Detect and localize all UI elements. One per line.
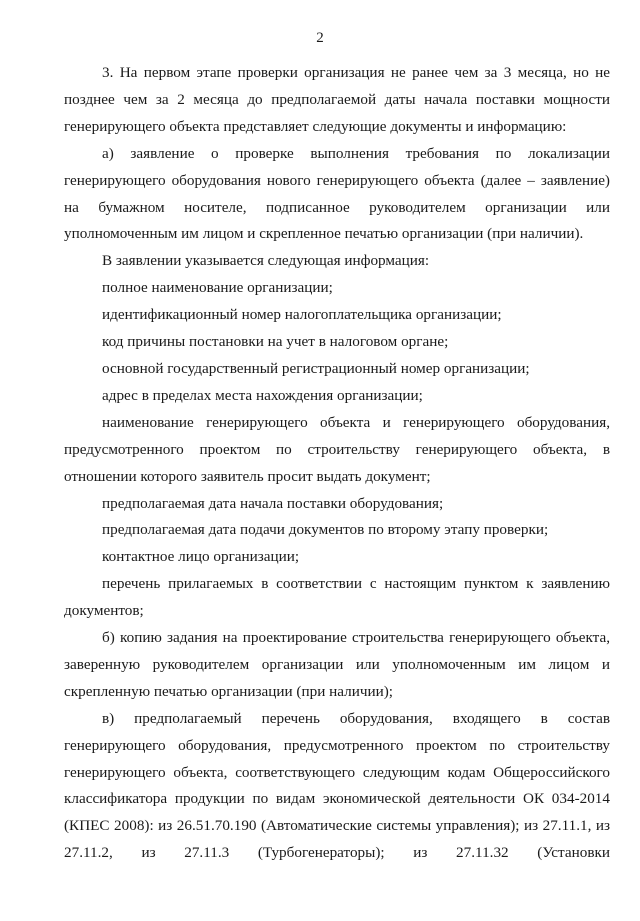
list-item-kpp: код причины постановки на учет в налоговом органе; [102,333,449,351]
document-body [64,60,610,867]
list-item-ogrn: основной государственный регистрационный номер организации; [102,359,530,377]
list-item-object-name: наименование генерирующего объекта и генерирующего оборудования, предусмотренного проектом по строительству генерирующего объекта, в отношении которого заявитель просит выдать документ; [64,413,610,485]
list-item-full-name: полное наименование организации; [102,279,333,297]
page-number: 2 [316,30,324,46]
paragraph-item-b: б) копию задания на проектирование строительства генерирующего объекта, заверенную руководителем организации или уполномоченным им лицом и скрепленную печатью организации (при наличии); [64,629,610,700]
list-item-contact: контактное лицо организации; [102,548,300,566]
list-item-supply-date: предполагаемая дата начала поставки оборудования; [102,494,444,512]
paragraph-item-v: в) предполагаемый перечень оборудования, входящего в состав генерирующего оборудования, предусмотренного проектом по строительству генерирующего объекта, соответствующего следующим кодам Общероссийского классификатора продукции по видам экономической деятельности ОК 034-2014 (КПЕС 2008): из 26.51.70.190 (Автоматические системы управления); из 27.11.1, из 27.11.2, из 27.11.3 (Турбогенераторы); из 27.11.32 (Установки [64,709,610,862]
paragraph-item-a: а) заявление о проверке выполнения требования по локализации генерирующего оборудования нового генерирующего объекта (далее – заявление) на бумажном носителе, подписанное руководителем организации или уполномоченным им лицом и скрепленное печатью организации (при наличии). [64,144,610,243]
paragraph-application-info: В заявлении указывается следующая информация: [102,252,430,270]
list-item-address: адрес в пределах места нахождения организации; [102,386,423,404]
list-item-attachments: перечень прилагаемых в соответствии с настоящим пунктом к заявлению документов; [64,575,610,620]
list-item-inn: идентификационный номер налогоплательщика организации; [102,306,502,324]
paragraph-stage-one: 3. На первом этапе проверки организация не ранее чем за 3 месяца, но не позднее чем за 2 месяца до предполагаемой даты начала поставки мощности генерирующего объекта представляет следующие документы и информацию: [64,64,610,135]
list-item-submission-date: предполагаемая дата подачи документов по второму этапу проверки; [102,521,549,539]
